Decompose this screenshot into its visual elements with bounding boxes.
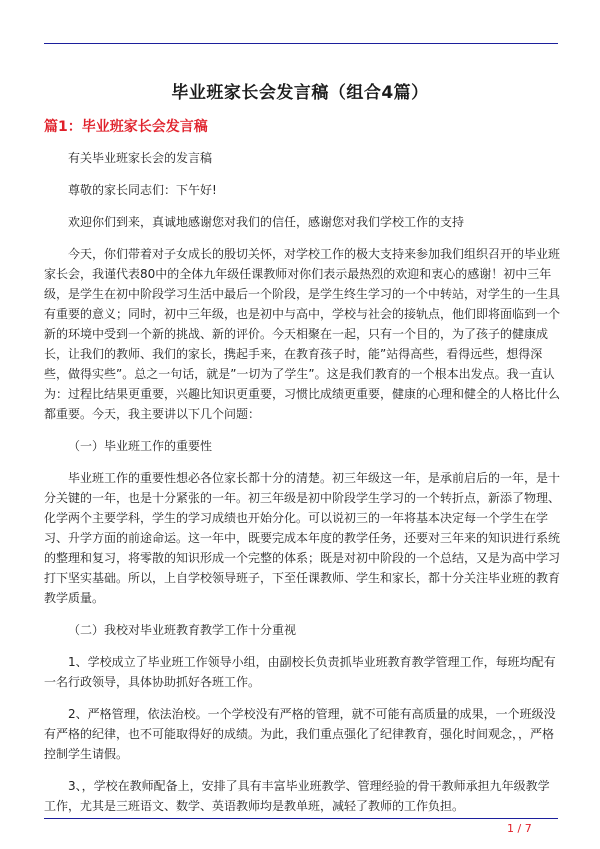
- page-indicator: 1 / 7: [507, 822, 532, 835]
- section-heading: （二）我校对毕业班教育教学工作十分重视: [68, 623, 297, 637]
- body-paragraph: 今天，你们带着对子女成长的殷切关怀，对学校工作的极大支持来参加我们组织召开的毕业班家长会，我谨代表80中的全体九年级任课教师对你们表示最热烈的欢迎和衷心的感谢！初中三年级，是学生在初中阶段学习生活中最后一个阶段，是学生终生学习的一个中转站，对学生的一生具有重要的意义；同时，初中三年级，也是初中与高中，学校与社会的接轨点，他们即将面临到一个新的环境中受到一个新的挑战、新的评价。今天相聚在一起，只有一个目的，为了孩子的健康成长，让我们的教师、我们的家长，携起手来，在教育孩子时，能”站得高些，看得远些，想得深些，做得实些”。总之一句话，就是”一切为了学生”。这是我们教育的一个根本出发点。我一直认为：过程比结果更重要，兴趣比知识更重要，习惯比成绩更重要，健康的心理和健全的人格比什么都重要。今天，我主要讲以下几个问题：: [44, 247, 561, 421]
- body-paragraph: 毕业班工作的重要性想必各位家长都十分的清楚。初三年级这一年，是承前启后的一年，是十分关键的一年，也是十分紧张的一年。初三年级是初中阶段学生学习的一个转折点，新添了物理、化学两个主要学科，学生的学习成绩也开始分化。可以说初三的一年将基本决定每一个学生在学习、升学方面的前途命运。这一年中，既要完成本年度的教学任务，还要对三年来的知识进行系统的整理和复习，将零散的知识形成一个完整的体系；既是对初中阶段的一个总结，又是为高中学习打下坚实基础。所以，上自学校领导班子，下至任课教师、学生和家长，都十分关注毕业班的教育教学质量。: [44, 471, 561, 605]
- footer-divider: [44, 818, 558, 819]
- document-body: [44, 148, 560, 828]
- body-paragraph: 有关毕业班家长会的发言稿: [68, 151, 213, 165]
- document-title: 毕业班家长会发言稿（组合4篇）: [171, 83, 429, 103]
- body-paragraph: 欢迎你们到来，真诚地感谢您对我们的信任，感谢您对我们学校工作的支持: [68, 215, 465, 229]
- header-divider: [44, 43, 558, 44]
- body-paragraph: 2、严格管理，依法治校。一个学校没有严格的管理，就不可能有高质量的成果，一个班级没有严格的纪律，也不可能取得好的成绩。为此，我们重点强化了纪律教育，强化时间观念，，严格控制学生请假。: [44, 707, 556, 761]
- section-heading: （一）毕业班工作的重要性: [68, 439, 213, 453]
- body-paragraph: 尊敬的家长同志们：下午好!: [68, 183, 217, 197]
- body-paragraph: 3、，学校在教师配备上，安排了具有丰富毕业班教学、管理经验的骨干教师承担九年级教学工作，尤其是三班语文、数学、英语教师均是教单班，减轻了教师的工作负担。: [44, 779, 550, 813]
- article-heading: 篇1：毕业班家长会发言稿: [44, 119, 208, 135]
- body-paragraph: 1、学校成立了毕业班工作领导小组，由副校长负责抓毕业班教育教学管理工作，每班均配有一名行政领导，具体协助抓好各班工作。: [44, 655, 556, 689]
